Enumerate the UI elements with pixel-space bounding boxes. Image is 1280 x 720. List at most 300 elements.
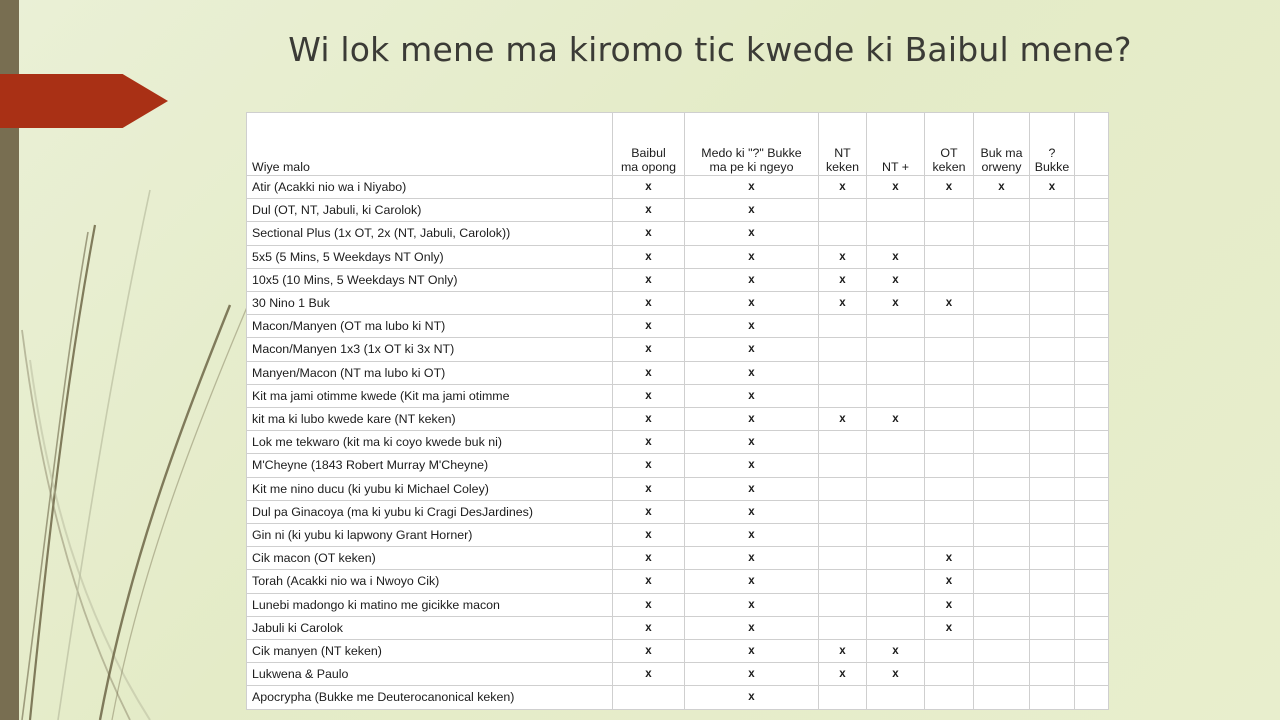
cell-mark <box>974 176 1030 199</box>
cell-mark <box>1075 199 1109 222</box>
x-mark: x <box>645 366 652 379</box>
cell-mark <box>974 454 1030 477</box>
cell-mark <box>685 384 819 407</box>
row-label-cell: 5x5 (5 Mins, 5 Weekdays NT Only) <box>247 245 613 268</box>
cell-mark <box>685 616 819 639</box>
cell-mark <box>867 593 925 616</box>
table-body <box>247 176 1109 710</box>
page-title: Wi lok mene ma kiromo tic kwede ki Baibul mene? <box>288 30 1132 69</box>
row-label-cell: Cik macon (OT keken) <box>247 547 613 570</box>
x-mark: x <box>748 552 755 565</box>
column-header-line1: ? <box>1048 145 1056 160</box>
row-label-cell: Dul pa Ginacoya (ma ki yubu ki Cragi DesJardines) <box>247 500 613 523</box>
cell-mark <box>1030 477 1075 500</box>
cell-mark <box>1030 268 1075 291</box>
table-row <box>247 477 1109 500</box>
column-header-line2: orweny <box>981 160 1022 175</box>
cell-mark <box>1075 686 1109 709</box>
row-label-cell: Lukwena & Paulo <box>247 663 613 686</box>
cell-mark <box>1075 408 1109 431</box>
row-label-cell: Atir (Acakki nio wa i Niyabo) <box>247 176 613 199</box>
cell-mark <box>974 547 1030 570</box>
x-mark: x <box>748 343 755 356</box>
cell-mark <box>925 686 974 709</box>
cell-mark <box>613 524 685 547</box>
cell-mark <box>613 640 685 663</box>
cell-mark <box>867 616 925 639</box>
x-mark: x <box>945 621 953 634</box>
row-label-cell: Kit me nino ducu (ki yubu ki Michael Coley) <box>247 477 613 500</box>
table-row <box>247 616 1109 639</box>
x-mark: x <box>645 204 652 217</box>
cell-mark <box>974 570 1030 593</box>
cell-mark <box>1030 222 1075 245</box>
x-mark: x <box>645 552 652 565</box>
cell-mark <box>1075 292 1109 315</box>
table-row <box>247 176 1109 199</box>
cell-mark <box>819 570 867 593</box>
x-mark: x <box>645 343 652 356</box>
cell-mark <box>974 384 1030 407</box>
cell-mark <box>613 176 685 199</box>
x-mark: x <box>645 389 652 402</box>
x-mark: x <box>748 645 755 658</box>
cell-mark <box>867 338 925 361</box>
table-row <box>247 431 1109 454</box>
cell-mark <box>1030 686 1075 709</box>
x-mark: x <box>839 668 846 681</box>
row-label-cell: 10x5 (10 Mins, 5 Weekdays NT Only) <box>247 268 613 291</box>
cell-mark <box>925 547 974 570</box>
column-header-line2: ma opong <box>620 160 677 175</box>
column-header-line1: Medo ki "?" Bukke <box>701 145 802 160</box>
arrow-banner-decoration <box>0 74 168 128</box>
x-mark: x <box>748 227 755 240</box>
cell-mark <box>925 268 974 291</box>
table-row <box>247 686 1109 709</box>
x-mark: x <box>748 505 755 518</box>
table-row <box>247 199 1109 222</box>
cell-mark <box>819 640 867 663</box>
table-row <box>247 384 1109 407</box>
cell-mark <box>613 268 685 291</box>
cell-mark <box>925 408 974 431</box>
x-mark: x <box>1048 181 1056 193</box>
cell-mark <box>925 524 974 547</box>
cell-mark <box>867 431 925 454</box>
cell-mark <box>685 500 819 523</box>
cell-mark <box>867 176 925 199</box>
x-mark: x <box>839 273 846 286</box>
cell-mark <box>925 315 974 338</box>
row-label-cell: Apocrypha (Bukke me Deuterocanonical keken) <box>247 686 613 709</box>
cell-mark <box>1075 477 1109 500</box>
cell-mark <box>1075 616 1109 639</box>
cell-mark <box>867 477 925 500</box>
x-mark: x <box>748 181 755 193</box>
cell-mark <box>685 222 819 245</box>
x-mark: x <box>839 297 846 310</box>
cell-mark <box>685 686 819 709</box>
cell-mark <box>685 268 819 291</box>
x-mark: x <box>748 668 755 681</box>
column-header-line1: Baibul <box>631 145 666 160</box>
cell-mark <box>819 315 867 338</box>
cell-mark <box>867 292 925 315</box>
row-label-cell: Macon/Manyen (OT ma lubo ki NT) <box>247 315 613 338</box>
row-label-cell: kit ma ki lubo kwede kare (NT keken) <box>247 408 613 431</box>
cell-mark <box>685 570 819 593</box>
cell-mark <box>613 408 685 431</box>
cell-mark <box>819 454 867 477</box>
x-mark: x <box>839 181 846 193</box>
cell-mark <box>685 640 819 663</box>
x-mark: x <box>645 645 652 658</box>
cell-mark <box>867 454 925 477</box>
x-mark: x <box>892 413 899 426</box>
x-mark: x <box>748 621 755 634</box>
x-mark: x <box>748 598 755 611</box>
x-mark: x <box>645 668 652 681</box>
table-row <box>247 338 1109 361</box>
column-header-spacer <box>1075 113 1109 176</box>
cell-mark <box>867 361 925 384</box>
x-mark: x <box>645 529 652 542</box>
cell-mark <box>925 292 974 315</box>
cell-mark <box>925 245 974 268</box>
table-row <box>247 245 1109 268</box>
cell-mark <box>1030 547 1075 570</box>
cell-mark <box>1030 431 1075 454</box>
x-mark: x <box>839 250 846 263</box>
x-mark: x <box>645 505 652 518</box>
cell-mark <box>613 315 685 338</box>
cell-mark <box>819 408 867 431</box>
cell-mark <box>867 222 925 245</box>
table-row <box>247 663 1109 686</box>
x-mark: x <box>645 436 652 449</box>
x-mark: x <box>945 598 953 611</box>
cell-mark <box>925 663 974 686</box>
x-mark: x <box>748 297 755 310</box>
x-mark: x <box>645 598 652 611</box>
cell-mark <box>974 408 1030 431</box>
cell-mark <box>1030 640 1075 663</box>
x-mark: x <box>645 250 652 263</box>
cell-mark <box>1075 384 1109 407</box>
cell-mark <box>867 686 925 709</box>
column-header-line2: Bukke <box>1034 160 1070 175</box>
cell-mark <box>1030 315 1075 338</box>
cell-mark <box>1030 361 1075 384</box>
cell-mark <box>1030 199 1075 222</box>
cell-mark <box>685 663 819 686</box>
x-mark: x <box>645 575 652 588</box>
reading-plan-table <box>246 112 1109 710</box>
row-label-cell: M'Cheyne (1843 Robert Murray M'Cheyne) <box>247 454 613 477</box>
cell-mark <box>819 431 867 454</box>
x-mark: x <box>892 645 899 658</box>
cell-mark <box>867 384 925 407</box>
cell-mark <box>1075 524 1109 547</box>
cell-mark <box>974 222 1030 245</box>
cell-mark <box>867 199 925 222</box>
x-mark: x <box>892 668 899 681</box>
row-label-cell: Dul (OT, NT, Jabuli, ki Carolok) <box>247 199 613 222</box>
cell-mark <box>1075 361 1109 384</box>
cell-mark <box>819 593 867 616</box>
row-label-cell: Lunebi madongo ki matino me gicikke macon <box>247 593 613 616</box>
x-mark: x <box>748 366 755 379</box>
cell-mark <box>974 616 1030 639</box>
cell-mark <box>867 640 925 663</box>
column-header-unknown-books <box>685 113 819 176</box>
cell-mark <box>819 222 867 245</box>
x-mark: x <box>645 273 652 286</box>
cell-mark <box>613 361 685 384</box>
cell-mark <box>1075 245 1109 268</box>
cell-mark <box>685 408 819 431</box>
cell-mark <box>925 384 974 407</box>
x-mark: x <box>748 413 755 426</box>
cell-mark <box>1030 454 1075 477</box>
row-label-cell: Sectional Plus (1x OT, 2x (NT, Jabuli, Carolok)) <box>247 222 613 245</box>
table-row <box>247 593 1109 616</box>
cell-mark <box>925 477 974 500</box>
cell-mark <box>819 524 867 547</box>
cell-mark <box>685 524 819 547</box>
cell-mark <box>867 524 925 547</box>
cell-mark <box>925 361 974 384</box>
cell-mark <box>867 500 925 523</box>
cell-mark <box>685 245 819 268</box>
cell-mark <box>974 431 1030 454</box>
cell-mark <box>1030 292 1075 315</box>
row-label-cell: Torah (Acakki nio wa i Nwoyo Cik) <box>247 570 613 593</box>
cell-mark <box>925 454 974 477</box>
cell-mark <box>974 268 1030 291</box>
column-header-full-bible <box>613 113 685 176</box>
cell-mark <box>1075 268 1109 291</box>
cell-mark <box>925 616 974 639</box>
x-mark: x <box>892 250 899 263</box>
x-mark: x <box>748 691 755 704</box>
cell-mark <box>974 338 1030 361</box>
row-label-cell: Gin ni (ki yubu ki lapwony Grant Horner) <box>247 524 613 547</box>
cell-mark <box>867 663 925 686</box>
cell-mark <box>613 292 685 315</box>
cell-mark <box>613 547 685 570</box>
cell-mark <box>867 315 925 338</box>
cell-mark <box>819 500 867 523</box>
x-mark: x <box>839 645 846 658</box>
x-mark: x <box>945 181 953 193</box>
cell-mark <box>685 477 819 500</box>
column-header-line2: NT + <box>882 160 909 175</box>
cell-mark <box>613 593 685 616</box>
cell-mark <box>819 384 867 407</box>
column-header-line2: Wiye malo <box>252 160 310 175</box>
cell-mark <box>1075 640 1109 663</box>
x-mark: x <box>748 529 755 542</box>
column-header-lost-book <box>974 113 1030 176</box>
cell-mark <box>974 663 1030 686</box>
cell-mark <box>974 524 1030 547</box>
cell-mark <box>613 384 685 407</box>
table-row <box>247 640 1109 663</box>
x-mark: x <box>945 575 953 588</box>
cell-mark <box>867 245 925 268</box>
cell-mark <box>613 222 685 245</box>
cell-mark <box>925 199 974 222</box>
cell-mark <box>867 268 925 291</box>
row-label-cell: 30 Nino 1 Buk <box>247 292 613 315</box>
table-header-row <box>247 113 1109 176</box>
cell-mark <box>1075 547 1109 570</box>
x-mark: x <box>645 621 652 634</box>
cell-mark <box>685 338 819 361</box>
x-mark: x <box>748 250 755 263</box>
column-header-line1: OT <box>940 145 958 160</box>
cell-mark <box>1075 338 1109 361</box>
cell-mark <box>613 500 685 523</box>
cell-mark <box>613 454 685 477</box>
table-row <box>247 500 1109 523</box>
cell-mark <box>613 477 685 500</box>
cell-mark <box>613 431 685 454</box>
x-mark: x <box>892 181 899 193</box>
cell-mark <box>613 338 685 361</box>
cell-mark <box>1075 663 1109 686</box>
cell-mark <box>613 245 685 268</box>
cell-mark <box>1030 570 1075 593</box>
cell-mark <box>685 292 819 315</box>
reading-plan-table-container <box>246 112 1109 710</box>
table-row <box>247 524 1109 547</box>
cell-mark <box>819 477 867 500</box>
table-row <box>247 570 1109 593</box>
row-label-cell: Manyen/Macon (NT ma lubo ki OT) <box>247 361 613 384</box>
cell-mark <box>819 268 867 291</box>
cell-mark <box>1030 384 1075 407</box>
cell-mark <box>867 570 925 593</box>
table-row <box>247 361 1109 384</box>
cell-mark <box>974 292 1030 315</box>
cell-mark <box>819 292 867 315</box>
cell-mark <box>819 663 867 686</box>
cell-mark <box>685 315 819 338</box>
cell-mark <box>925 222 974 245</box>
x-mark: x <box>748 482 755 495</box>
column-header-line2: keken <box>825 160 860 175</box>
cell-mark <box>974 245 1030 268</box>
row-label-cell: Jabuli ki Carolok <box>247 616 613 639</box>
column-header-line2: ma pe ki ngeyo <box>709 160 794 175</box>
cell-mark <box>974 361 1030 384</box>
cell-mark <box>819 361 867 384</box>
x-mark: x <box>748 575 755 588</box>
row-label-cell: Macon/Manyen 1x3 (1x OT ki 3x NT) <box>247 338 613 361</box>
cell-mark <box>925 500 974 523</box>
cell-mark <box>819 686 867 709</box>
column-header-line2: keken <box>932 160 966 175</box>
cell-mark <box>613 663 685 686</box>
cell-mark <box>974 686 1030 709</box>
cell-mark <box>1030 593 1075 616</box>
cell-mark <box>925 431 974 454</box>
cell-mark <box>925 338 974 361</box>
table-row <box>247 454 1109 477</box>
cell-mark <box>613 199 685 222</box>
row-label-cell: Lok me tekwaro (kit ma ki coyo kwede buk ni) <box>247 431 613 454</box>
cell-mark <box>1030 663 1075 686</box>
cell-mark <box>1075 315 1109 338</box>
cell-mark <box>685 593 819 616</box>
table-row <box>247 315 1109 338</box>
table-row <box>247 292 1109 315</box>
cell-mark <box>685 454 819 477</box>
cell-mark <box>685 176 819 199</box>
cell-mark <box>974 477 1030 500</box>
cell-mark <box>867 547 925 570</box>
cell-mark <box>613 570 685 593</box>
x-mark: x <box>748 320 755 333</box>
cell-mark <box>974 500 1030 523</box>
cell-mark <box>1075 431 1109 454</box>
cell-mark <box>867 408 925 431</box>
cell-mark <box>1075 500 1109 523</box>
x-mark: x <box>748 204 755 217</box>
column-header-nt-plus <box>867 113 925 176</box>
cell-mark <box>685 199 819 222</box>
x-mark: x <box>839 413 846 426</box>
table-row <box>247 408 1109 431</box>
cell-mark <box>925 593 974 616</box>
cell-mark <box>974 593 1030 616</box>
cell-mark <box>819 245 867 268</box>
cell-mark <box>1075 176 1109 199</box>
cell-mark <box>819 338 867 361</box>
cell-mark <box>1075 570 1109 593</box>
x-mark: x <box>892 297 899 310</box>
x-mark: x <box>945 552 953 565</box>
row-label-cell: Kit ma jami otimme kwede (Kit ma jami otimme <box>247 384 613 407</box>
cell-mark <box>1030 408 1075 431</box>
column-header-line1: Buk ma <box>980 145 1023 160</box>
cell-mark <box>685 431 819 454</box>
column-header-line1: NT <box>834 145 851 160</box>
row-label-cell: Cik manyen (NT keken) <box>247 640 613 663</box>
x-mark: x <box>748 436 755 449</box>
x-mark: x <box>645 413 652 426</box>
cell-mark <box>819 176 867 199</box>
cell-mark <box>685 547 819 570</box>
table-header <box>247 113 1109 176</box>
cell-mark <box>685 361 819 384</box>
cell-mark <box>1030 338 1075 361</box>
x-mark: x <box>945 297 953 310</box>
cell-mark <box>925 570 974 593</box>
column-header-ot-only <box>925 113 974 176</box>
x-mark: x <box>892 273 899 286</box>
cell-mark <box>925 640 974 663</box>
x-mark: x <box>645 297 652 310</box>
column-header-plan-name <box>247 113 613 176</box>
cell-mark <box>1030 524 1075 547</box>
x-mark: x <box>998 181 1005 193</box>
cell-mark <box>819 199 867 222</box>
cell-mark <box>819 616 867 639</box>
